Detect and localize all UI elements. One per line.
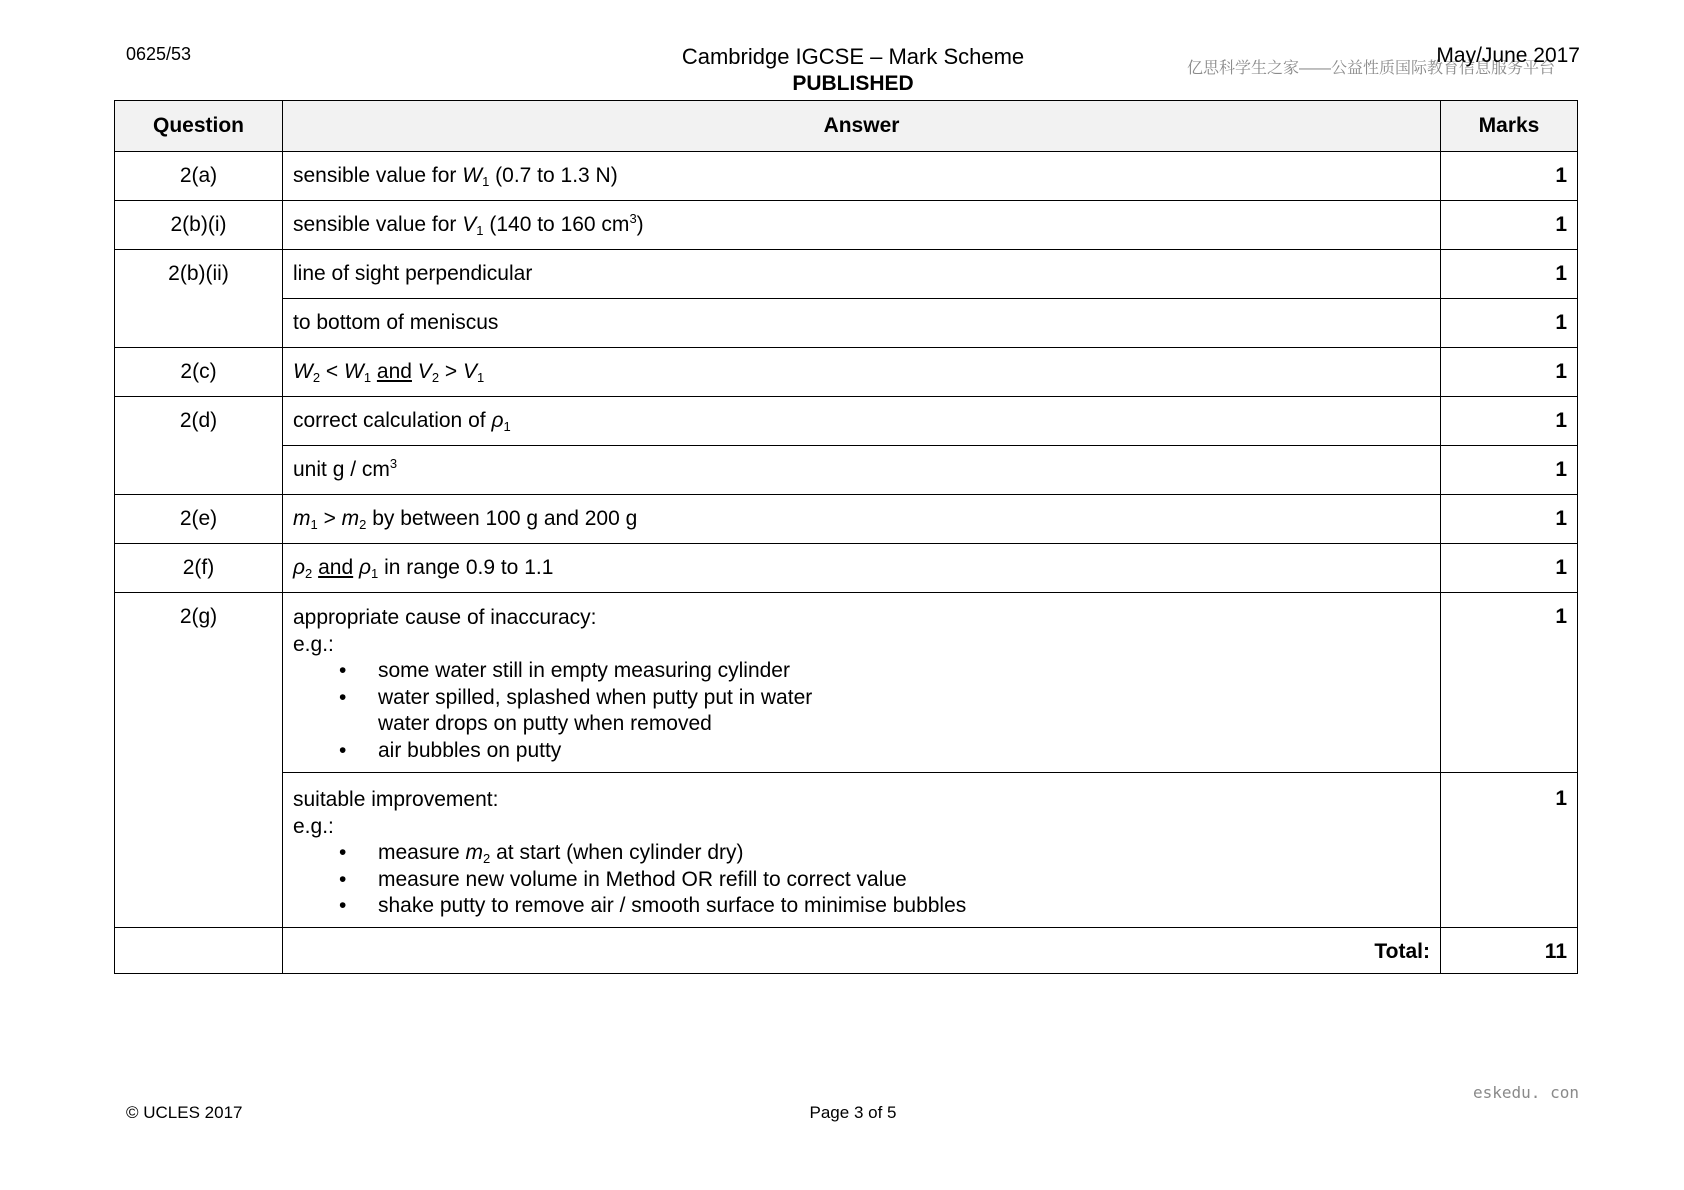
marks-value: 1 — [1441, 299, 1578, 348]
list-item — [339, 658, 1430, 685]
marks-value: 1 — [1441, 250, 1578, 299]
variable: m — [341, 507, 360, 530]
table-row — [115, 348, 1578, 397]
subscript: 2 — [431, 370, 440, 385]
bullet-icon: • — [339, 841, 347, 864]
list-item-text: measure new volume in Method OR refill to correct value — [378, 867, 907, 891]
bullet-icon: • — [339, 894, 347, 917]
question-number: 2(b)(ii) — [115, 250, 283, 348]
question-number: 2(c) — [115, 348, 283, 397]
operator: < — [320, 360, 344, 383]
variable: ρ — [293, 556, 306, 579]
column-header-answer: Answer — [283, 101, 1441, 152]
exam-session: May/June 2017 — [1436, 44, 1580, 67]
marks-value: 1 — [1441, 152, 1578, 201]
marks-value: 1 — [1441, 495, 1578, 544]
table-row — [115, 773, 1578, 928]
answer-cell — [283, 446, 1441, 495]
list-item-text: some water still in empty measuring cylinder — [378, 659, 790, 682]
question-number: 2(b)(i) — [115, 201, 283, 250]
answer-text: unit g / cm — [293, 458, 390, 481]
answer-cell — [283, 773, 1441, 928]
subscript: 1 — [477, 370, 485, 385]
table-row — [115, 544, 1578, 593]
answer-cell — [283, 397, 1441, 446]
list-item — [339, 893, 1430, 920]
document-title: Cambridge IGCSE – Mark Scheme — [681, 44, 1025, 69]
list-item — [339, 738, 1430, 765]
column-header-question: Question — [115, 101, 283, 152]
operator: > — [439, 360, 463, 383]
total-row — [115, 928, 1578, 974]
subscript: 1 — [363, 370, 372, 385]
copyright: © UCLES 2017 — [126, 1103, 243, 1122]
table-header-row — [115, 101, 1578, 152]
total-value: 11 — [1441, 928, 1578, 974]
superscript: 3 — [389, 456, 398, 471]
question-number: 2(f) — [115, 544, 283, 593]
table-row — [115, 201, 1578, 250]
variable: W — [344, 360, 364, 383]
column-header-marks: Marks — [1441, 101, 1578, 152]
answer-text: correct calculation of — [293, 409, 492, 432]
list-item — [339, 685, 1430, 712]
list-item — [339, 867, 1430, 894]
subscript: 2 — [359, 517, 367, 532]
bullet-list — [293, 738, 1430, 765]
subscript: 2 — [483, 851, 491, 866]
and-underlined: and — [318, 556, 354, 579]
list-item-text: shake putty to remove air / smooth surface to minimise bubbles — [378, 894, 967, 917]
subscript: 1 — [310, 517, 318, 532]
answer-cell — [283, 152, 1441, 201]
superscript: 3 — [629, 211, 637, 226]
variable: ρ — [359, 556, 372, 579]
answer-cell — [283, 201, 1441, 250]
marks-value: 1 — [1441, 593, 1578, 773]
marks-value: 1 — [1441, 773, 1578, 928]
list-item-text: at start (when cylinder dry) — [490, 841, 744, 864]
variable: V — [417, 360, 432, 383]
marks-value: 1 — [1441, 544, 1578, 593]
answer-text: ) — [636, 213, 644, 236]
list-item-continuation: water drops on putty when removed — [378, 712, 712, 735]
table-row — [115, 593, 1578, 773]
marks-value: 1 — [1441, 397, 1578, 446]
bullet-list — [293, 658, 1430, 711]
and-underlined: and — [376, 360, 412, 383]
table-row — [115, 152, 1578, 201]
answer-text: sensible value for — [293, 213, 463, 236]
list-item — [339, 840, 1430, 867]
answer-cell: line of sight perpendicular — [283, 250, 1441, 299]
variable: W — [293, 360, 313, 383]
variable: m — [465, 841, 484, 864]
bullet-list — [293, 840, 1430, 920]
watermark-text: 亿思科学生之家——公益性质国际教育信息服务平台 — [1187, 60, 1556, 77]
answer-heading: suitable improvement: — [293, 788, 499, 811]
list-item-text: air bubbles on putty — [378, 738, 562, 762]
bullet-icon: • — [339, 867, 347, 891]
subscript: 2 — [312, 370, 321, 385]
example-label: e.g.: — [293, 632, 334, 656]
bullet-icon: • — [339, 659, 347, 682]
total-label: Total: — [283, 928, 1441, 974]
variable: m — [293, 507, 311, 530]
bullet-icon: • — [339, 685, 347, 709]
marks-value: 1 — [1441, 201, 1578, 250]
list-item-text: water spilled, splashed when putty put in water — [378, 685, 813, 709]
question-number: 2(a) — [115, 152, 283, 201]
answer-cell — [283, 544, 1441, 593]
subscript: 2 — [305, 566, 313, 581]
published-label: PUBLISHED — [792, 72, 914, 95]
answer-text: by between 100 g and 200 g — [366, 507, 638, 530]
page-number: Page 3 of 5 — [809, 1103, 897, 1122]
subscript: 1 — [503, 419, 511, 434]
variable: V — [462, 213, 477, 236]
question-number: 2(g) — [115, 593, 283, 928]
question-number: 2(d) — [115, 397, 283, 495]
answer-cell — [283, 348, 1441, 397]
variable: W — [462, 164, 483, 187]
answer-cell — [283, 593, 1441, 773]
example-label: e.g.: — [293, 814, 334, 838]
marks-value: 1 — [1441, 348, 1578, 397]
table-row — [115, 495, 1578, 544]
subscript: 1 — [476, 223, 484, 238]
question-number: 2(e) — [115, 495, 283, 544]
variable: V — [462, 360, 477, 383]
answer-heading: appropriate cause of inaccuracy: — [293, 606, 597, 629]
operator: > — [317, 507, 342, 530]
list-item-text: measure — [378, 841, 466, 864]
subscript: 1 — [482, 174, 490, 189]
paper-code: 0625/53 — [126, 44, 192, 64]
answer-cell — [283, 495, 1441, 544]
table-row — [115, 250, 1578, 299]
mark-scheme-table — [114, 100, 1578, 974]
answer-text: (0.7 to 1.3 N) — [489, 164, 618, 187]
empty-cell — [115, 928, 283, 974]
table-row — [115, 299, 1578, 348]
answer-text: (140 to 160 cm — [483, 213, 630, 236]
marks-value: 1 — [1441, 446, 1578, 495]
answer-text: in range 0.9 to 1.1 — [378, 556, 554, 579]
answer-cell: to bottom of meniscus — [283, 299, 1441, 348]
table-row — [115, 397, 1578, 446]
variable: ρ — [491, 409, 504, 432]
bullet-icon: • — [339, 738, 347, 762]
site-watermark: eskedu. con — [1473, 1083, 1579, 1102]
subscript: 1 — [371, 566, 379, 581]
table-row — [115, 446, 1578, 495]
answer-text: sensible value for — [293, 164, 463, 187]
